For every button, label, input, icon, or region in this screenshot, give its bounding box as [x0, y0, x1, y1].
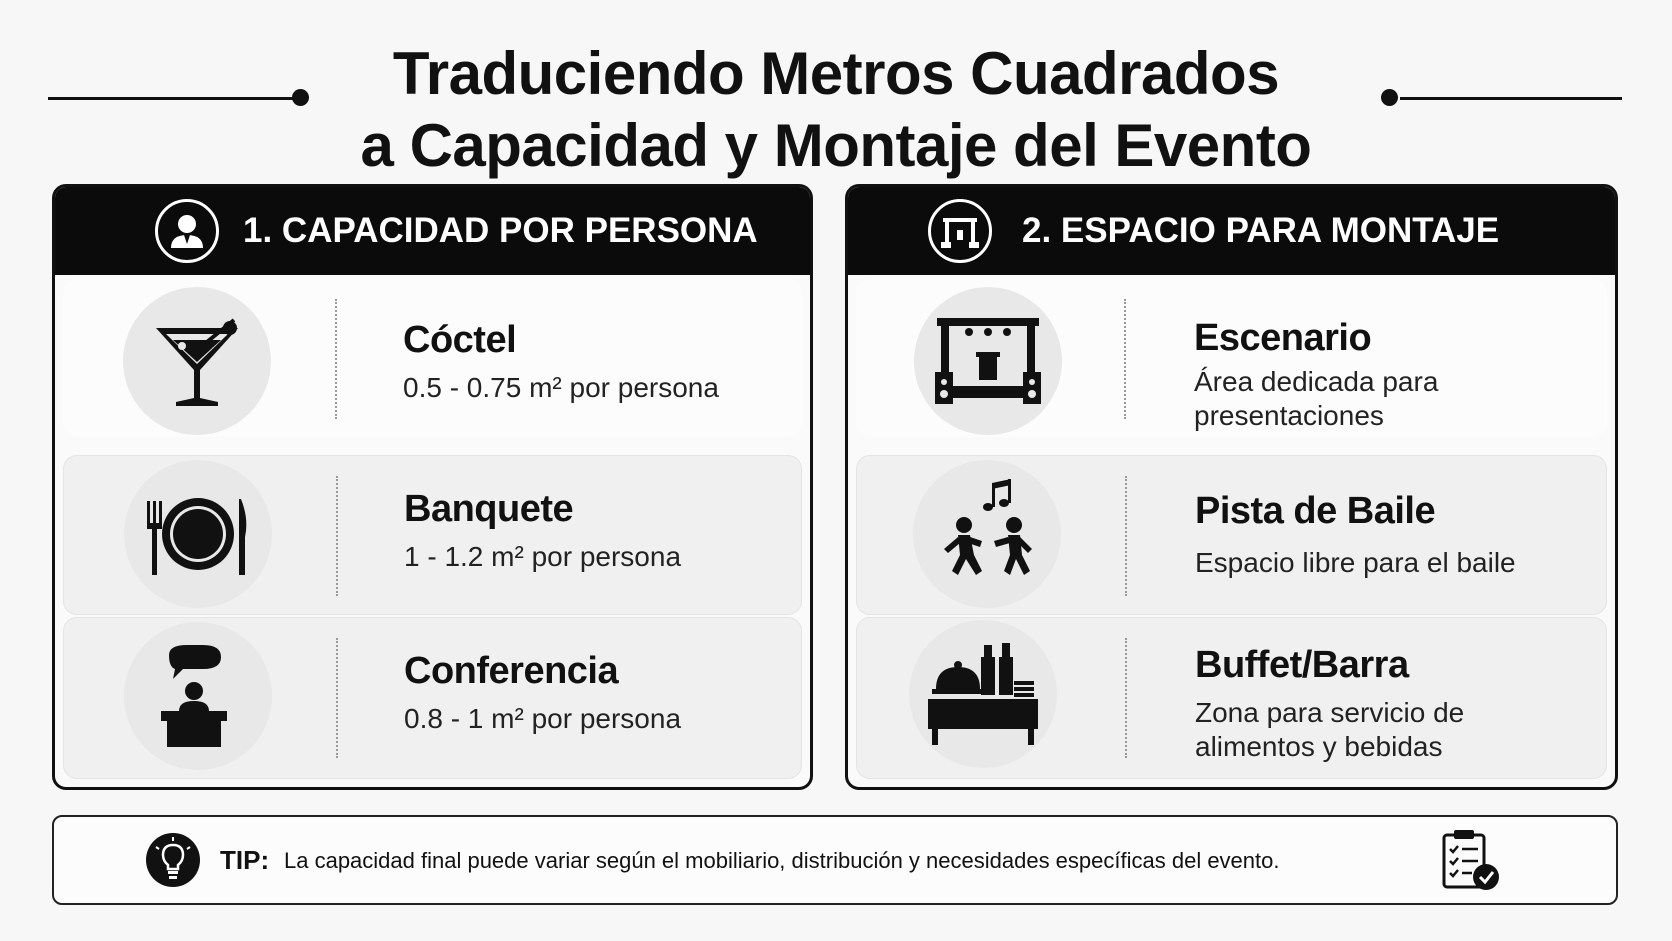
stage-truss-icon — [928, 199, 992, 263]
page-title-line1: Traduciendo Metros Cuadrados — [392, 40, 1280, 107]
row-title: Pista de Baile — [1195, 490, 1436, 532]
row-description — [1195, 696, 1595, 764]
row-description: Espacio libre para el baile — [1195, 547, 1516, 578]
buffet-icon — [909, 620, 1057, 768]
row-description: 1 - 1.2 m² por persona — [404, 541, 682, 572]
row-divider — [1125, 476, 1127, 596]
row-title: Buffet/Barra — [1195, 644, 1409, 686]
row-divider — [336, 476, 338, 596]
tip-box — [52, 815, 1618, 905]
capacity-panel — [52, 184, 813, 790]
row-description-line2: presentaciones — [1194, 400, 1384, 431]
row-title: Escenario — [1194, 317, 1372, 359]
dancers-icon — [913, 460, 1061, 608]
row-description — [1194, 365, 1594, 433]
row-divider — [335, 299, 337, 419]
row-title: Cóctel — [403, 319, 517, 361]
row-divider — [1125, 638, 1127, 758]
row-divider — [336, 638, 338, 758]
cocktail-icon — [123, 287, 271, 435]
row-escenario — [856, 279, 1607, 437]
row-description-line2: alimentos y bebidas — [1195, 731, 1443, 762]
capacity-panel-header — [55, 187, 810, 275]
row-description-line1: Área dedicada para — [1194, 366, 1439, 397]
row-description: 0.8 - 1 m² por persona — [404, 703, 682, 734]
setup-panel-header — [848, 187, 1615, 275]
plate-cutlery-icon — [124, 460, 272, 608]
row-pista-de-baile — [856, 455, 1607, 615]
stage-icon — [914, 287, 1062, 435]
row-banquete — [63, 455, 802, 615]
setup-panel-title: 2. ESPACIO PARA MONTAJE — [1022, 211, 1500, 250]
title-block — [0, 18, 1672, 179]
row-title: Banquete — [404, 488, 574, 530]
lightbulb-icon — [146, 833, 200, 887]
tip-label: TIP: — [220, 845, 270, 875]
checklist-icon — [1440, 827, 1502, 898]
row-divider — [1124, 299, 1126, 419]
row-buffet-barra — [856, 617, 1607, 779]
row-coctel — [63, 279, 802, 437]
row-description: 0.5 - 0.75 m² por persona — [403, 372, 719, 403]
row-description-line1: Zona para servicio de — [1195, 697, 1465, 728]
row-title: Conferencia — [404, 650, 619, 692]
person-icon — [155, 199, 219, 263]
setup-panel — [845, 184, 1618, 790]
tip-text: La capacidad final puede variar según el mobiliario, distribución y necesidades específicas del evento. — [284, 848, 1280, 873]
page-title-line2: a Capacidad y Montaje del Evento — [360, 112, 1312, 179]
capacity-panel-title: 1. CAPACIDAD POR PERSONA — [243, 211, 758, 250]
row-conferencia — [63, 617, 802, 779]
speaker-podium-icon — [124, 622, 272, 770]
